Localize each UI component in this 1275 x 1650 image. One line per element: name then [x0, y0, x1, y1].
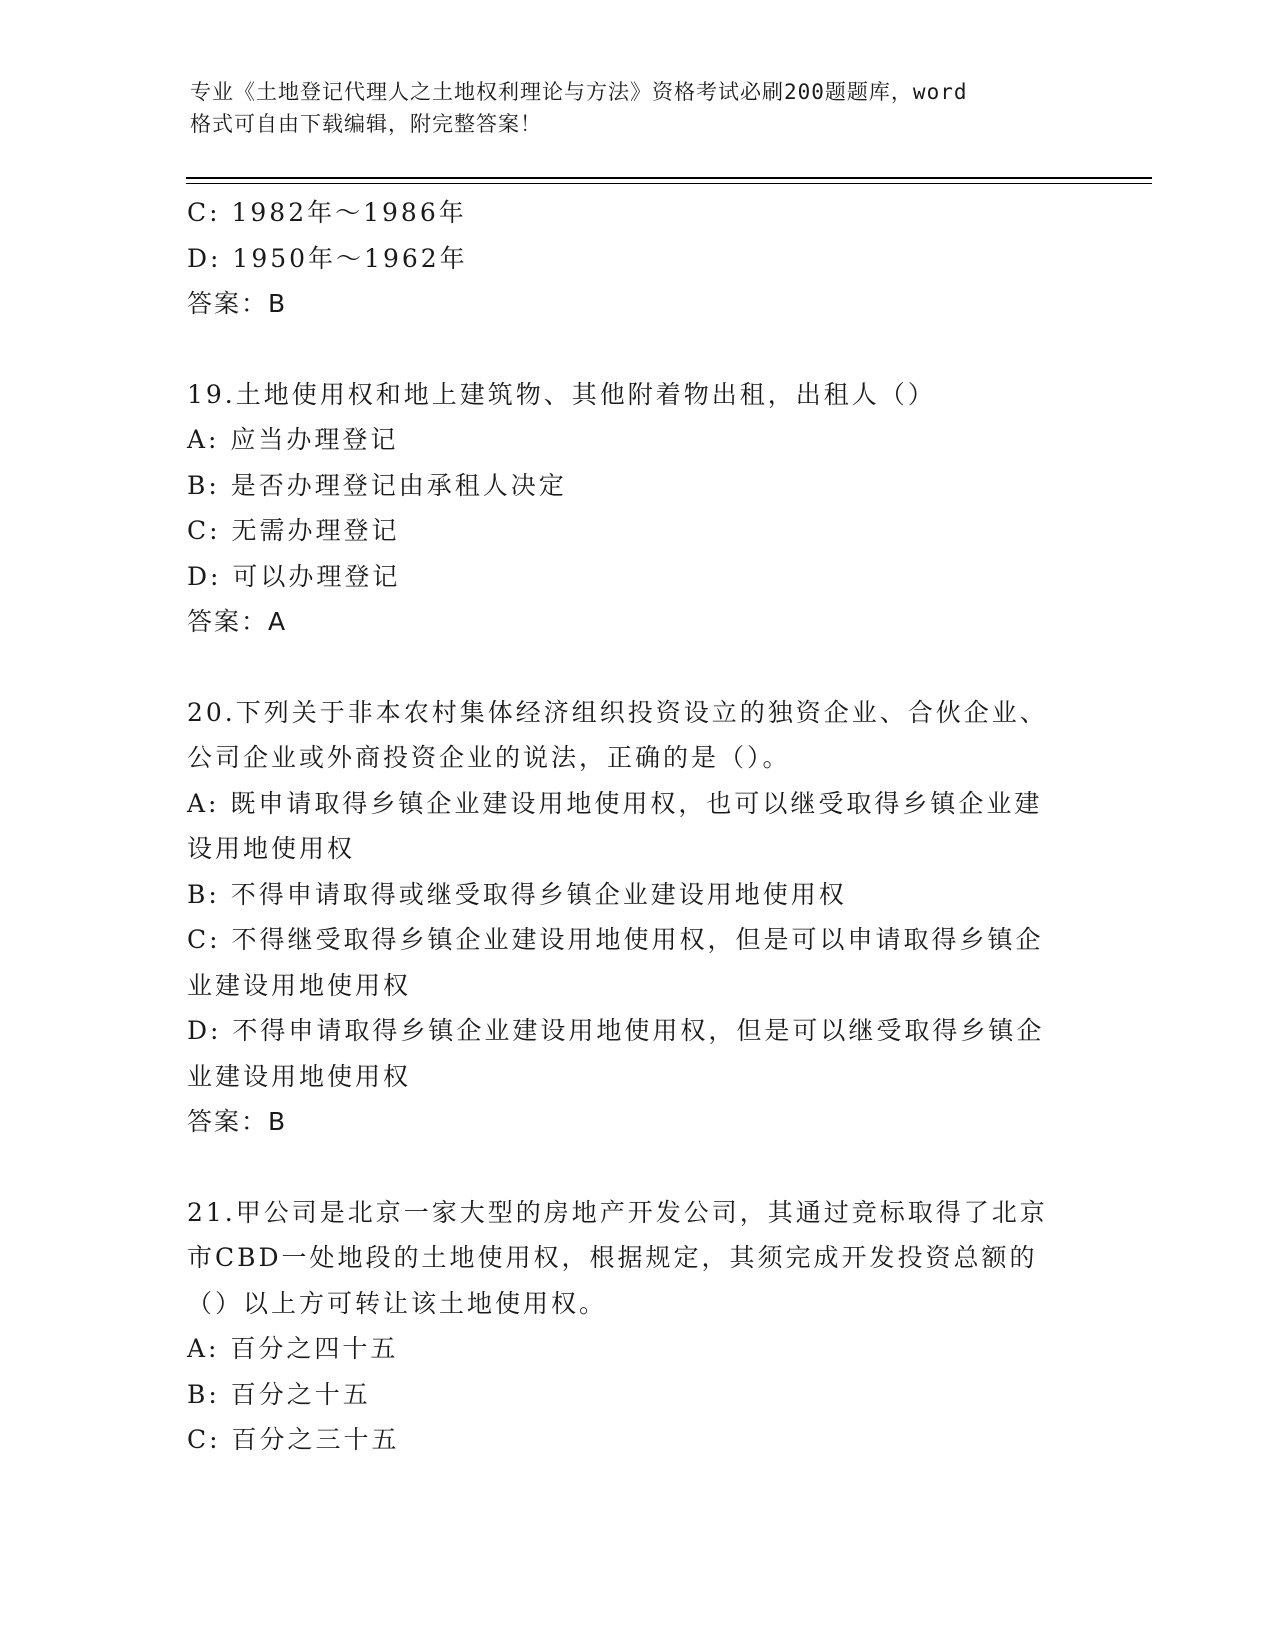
- option-a-line-1: A: 既申请取得乡镇企业建设用地使用权，也可以继受取得乡镇企业建: [187, 788, 1043, 818]
- option-d: D: 1950年～1962年: [187, 243, 468, 273]
- document-body: [187, 190, 1087, 1463]
- question-19: [187, 372, 1087, 645]
- option-b: B: 百分之十五: [187, 1379, 371, 1409]
- question-21: [187, 1190, 1087, 1463]
- header-rule-thin: [186, 183, 1152, 184]
- header-title-line-2: 格式可自由下载编辑，附完整答案！: [190, 112, 542, 136]
- option-b: B: 是否办理登记由承租人决定: [187, 470, 567, 500]
- answer-line: 答案：B: [187, 1107, 288, 1136]
- option-b: B: 不得申请取得或继受取得乡镇企业建设用地使用权: [187, 879, 847, 909]
- question-18-tail: [187, 190, 1087, 327]
- option-d-line-1: D: 不得申请取得乡镇企业建设用地使用权，但是可以继受取得乡镇企: [187, 1016, 1045, 1045]
- question-20: [187, 690, 1087, 1145]
- option-d-line-2: 业建设用地使用权: [187, 1061, 412, 1091]
- header-title-line-1: 专业《土地登记代理人之土地权利理论与方法》资格考试必刷200题题库，word: [190, 80, 968, 104]
- question-stem-line-1: 20.下列关于非本农村集体经济组织投资设立的独资企业、合伙企业、: [187, 697, 1048, 727]
- option-c: C: 1982年～1986年: [187, 198, 467, 227]
- question-stem-line-2: 市CBD一处地段的土地使用权，根据规定，其须完成开发投资总额的: [187, 1243, 1038, 1272]
- option-c: C: 无需办理登记: [187, 516, 400, 545]
- option-a: A: 应当办理登记: [187, 425, 399, 454]
- question-stem-line-1: 21.甲公司是北京一家大型的房地产开发公司，其通过竞标取得了北京: [187, 1197, 1048, 1227]
- option-a: A: 百分之四十五: [187, 1334, 399, 1363]
- document-header: [190, 76, 1090, 140]
- header-rule-thick: [186, 177, 1152, 179]
- answer-line: 答案：A: [187, 607, 288, 636]
- option-c-line-2: 业建设用地使用权: [187, 970, 412, 1000]
- question-stem-line-2: 公司企业或外商投资企业的说法，正确的是（）。: [187, 743, 791, 772]
- question-stem: 19.土地使用权和地上建筑物、其他附着物出租，出租人（）: [187, 379, 936, 409]
- option-c-line-1: C: 不得继受取得乡镇企业建设用地使用权，但是可以申请取得乡镇企: [187, 925, 1044, 954]
- option-d: D: 可以办理登记: [187, 561, 401, 591]
- answer-line: 答案：B: [187, 289, 288, 318]
- option-a-line-2: 设用地使用权: [187, 834, 356, 863]
- question-stem-line-3: （）以上方可转让该土地使用权。: [187, 1288, 608, 1318]
- option-c: C: 百分之三十五: [187, 1425, 400, 1454]
